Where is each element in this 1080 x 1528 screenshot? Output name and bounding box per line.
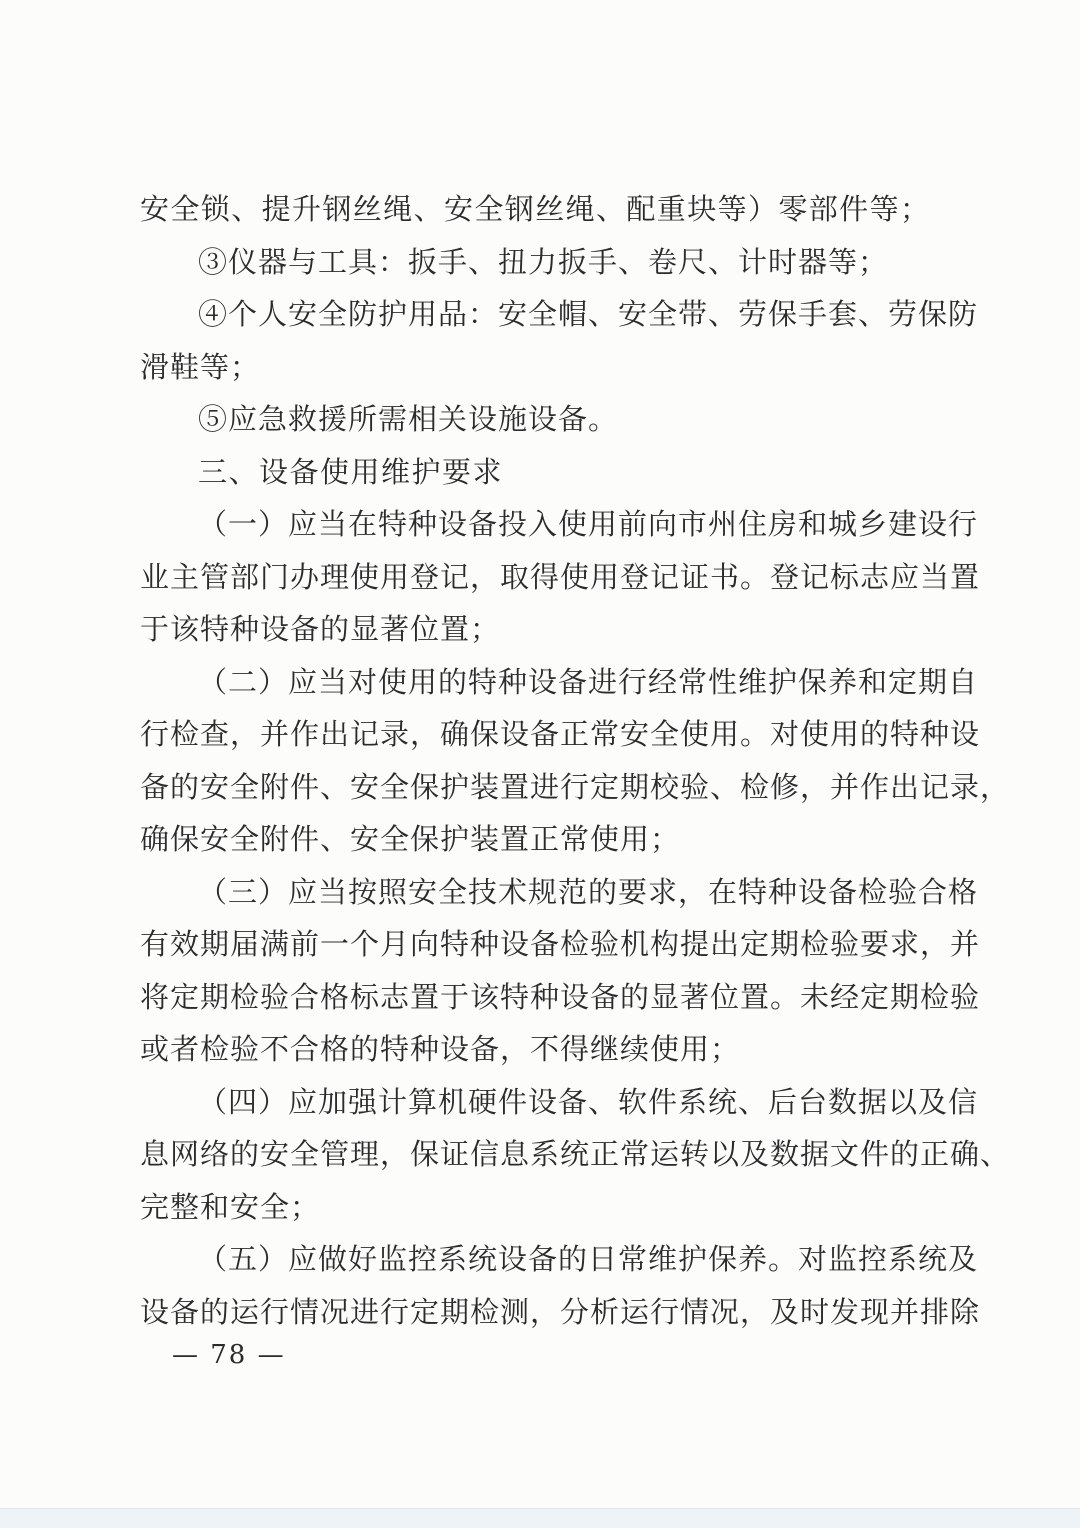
paragraph-5-line-1: （五）应做好监控系统设备的日常维护保养。对监控系统及	[198, 1242, 979, 1276]
paragraph-2-line-3: 备的安全附件、安全保护装置进行定期校验、检修，并作出记录，	[140, 769, 1011, 804]
list-item-protective-gear-cont: 滑鞋等；	[140, 349, 261, 384]
paragraph-2-line-1: （二）应当对使用的特种设备进行经常性维护保养和定期自	[198, 664, 979, 699]
document-body	[140, 183, 1011, 1338]
paragraph-1-line-2: 业主管部门办理使用登记，取得使用登记证书。登记标志应当置	[140, 559, 981, 594]
paragraph-1-line-1: （一）应当在特种设备投入使用前向市州住房和城乡建设行	[198, 507, 979, 541]
page-bottom-edge	[0, 1508, 1080, 1528]
paragraph-1-line-3: 于该特种设备的显著位置；	[140, 612, 501, 646]
paragraph-3-line-4: 或者检验不合格的特种设备，不得继续使用；	[140, 1032, 741, 1066]
list-item-instruments: ③仪器与工具：扳手、扭力扳手、卷尺、计时器等；	[198, 244, 889, 279]
paragraph-3-line-1: （三）应当按照安全技术规范的要求，在特种设备检验合格	[198, 874, 979, 909]
paragraph-4-line-3: 完整和安全；	[140, 1189, 321, 1224]
section-heading: 三、设备使用维护要求	[198, 454, 504, 489]
paragraph-5-line-2: 设备的运行情况进行定期检测，分析运行情况，及时发现并排除	[140, 1294, 981, 1329]
paragraph-2-line-4: 确保安全附件、安全保护装置正常使用；	[140, 822, 681, 856]
paragraph-2-line-2: 行检查，并作出记录，确保设备正常安全使用。对使用的特种设	[140, 717, 981, 751]
list-item-emergency-equipment: ⑤应急救援所需相关设施设备。	[198, 402, 619, 436]
paragraph-4-line-2: 息网络的安全管理，保证信息系统正常运转以及数据文件的正确、	[140, 1137, 1011, 1171]
body-line-continuation: 安全锁、提升钢丝绳、安全钢丝绳、配重块等）零部件等；	[140, 192, 930, 226]
paragraph-3-line-3: 将定期检验合格标志置于该特种设备的显著位置。未经定期检验	[140, 979, 981, 1014]
paragraph-4-line-1: （四）应加强计算机硬件设备、软件系统、后台数据以及信	[198, 1084, 979, 1119]
page-number: — 78 —	[172, 1340, 286, 1370]
paragraph-3-line-2: 有效期届满前一个月向特种设备检验机构提出定期检验要求，并	[140, 927, 981, 961]
list-item-protective-gear: ④个人安全防护用品：安全帽、安全带、劳保手套、劳保防	[198, 297, 979, 331]
